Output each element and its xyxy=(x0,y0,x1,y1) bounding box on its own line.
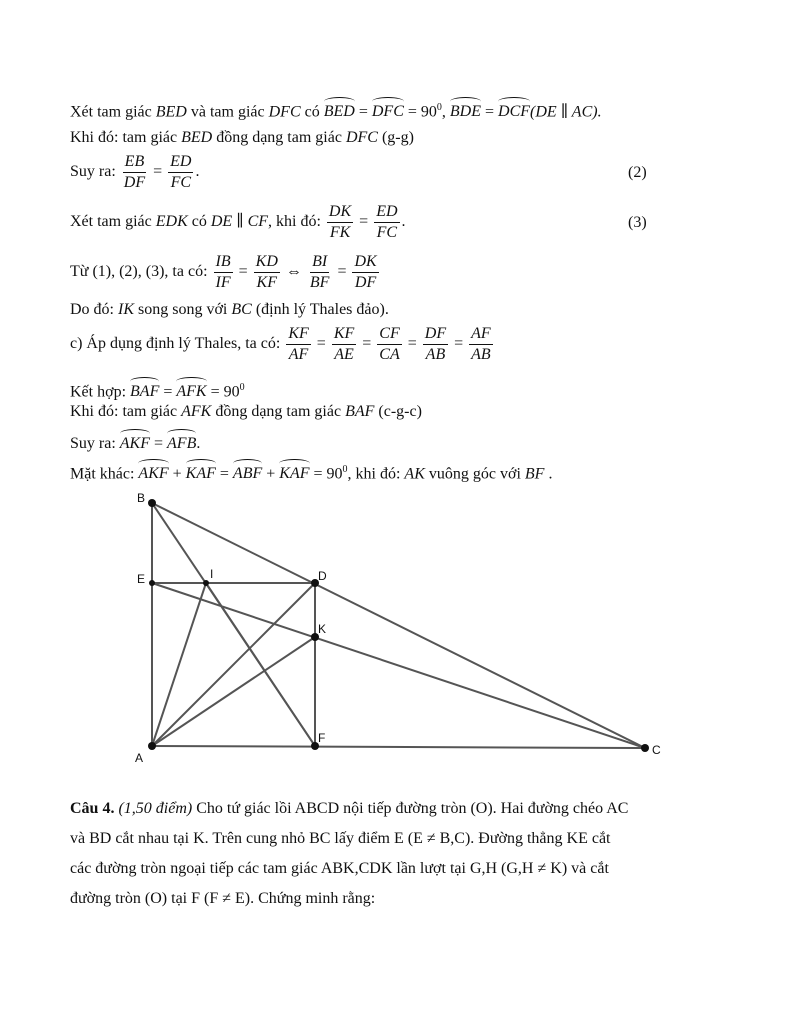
numerator: AF xyxy=(469,324,493,345)
point-c xyxy=(641,744,649,752)
period: . xyxy=(195,163,200,181)
text: , khi đó: xyxy=(347,465,405,483)
text: (g-g) xyxy=(377,129,414,146)
numerator: DF xyxy=(423,324,448,345)
label-e: E xyxy=(137,572,146,586)
equals: = xyxy=(149,163,167,181)
triangle-afk: AFK xyxy=(181,403,212,420)
denominator: FC xyxy=(376,224,398,241)
angle-kaf: KAF xyxy=(279,460,309,484)
segment-bc xyxy=(152,503,645,748)
text: có xyxy=(300,103,324,121)
text: Kết hợp: xyxy=(70,383,131,401)
numerator: BI xyxy=(310,252,329,273)
segment-bf: BF xyxy=(524,465,545,483)
angle-bde: BDE xyxy=(450,98,481,122)
question-text: Cho tứ giác lồi ABCD nội tiếp đường tròn (O). Hai đường chéo AC xyxy=(192,800,629,817)
denominator: AE xyxy=(334,346,354,363)
label-b: B xyxy=(137,491,146,505)
text: song song với xyxy=(134,301,232,318)
period: . xyxy=(196,435,201,452)
segment-ik: IK xyxy=(118,301,134,318)
angle-afk: AFK xyxy=(176,378,206,402)
degree: 0 xyxy=(342,464,348,475)
denominator: KF xyxy=(256,274,277,291)
label-f: F xyxy=(318,731,326,745)
denominator: CA xyxy=(379,346,400,363)
equals: = xyxy=(358,335,376,353)
numerator: CF xyxy=(377,324,401,345)
degree: 0 xyxy=(239,382,245,393)
point-a xyxy=(148,742,156,750)
question-4-line-3: các đường tròn ngoại tiếp các tam giác ABK,CDK lần lượt tại G,H (G,H ≠ K) và cắt xyxy=(70,860,609,877)
denominator: AF xyxy=(288,346,309,363)
question-4-line-4: đường tròn (O) tại F (F ≠ E). Chứng minh rằng: xyxy=(70,890,376,907)
text: và tam giác xyxy=(186,103,269,121)
segment-if xyxy=(206,583,315,746)
triangle-edk: EDK xyxy=(155,213,188,231)
segment-ec xyxy=(152,583,645,748)
numerator: KD xyxy=(254,252,280,273)
point-i xyxy=(203,580,209,586)
angle-dfc: DFC xyxy=(372,98,404,122)
text: Do đó: xyxy=(70,301,118,318)
ninety: = 90 xyxy=(309,465,343,483)
angle-akf: AKF xyxy=(120,430,150,454)
plus: + xyxy=(168,465,186,483)
text: Xét tam giác xyxy=(70,103,156,121)
text: Suy ra: xyxy=(70,163,120,181)
equals: = xyxy=(450,335,468,353)
text: Từ (1), (2), (3), ta có: xyxy=(70,263,212,281)
question-4-line-1 xyxy=(70,794,722,824)
triangle-bed: BED xyxy=(155,103,187,121)
ninety: = 90 xyxy=(206,383,240,401)
parallel-de-cf: DE ∥ CF xyxy=(210,213,269,231)
denominator: FC xyxy=(170,174,192,191)
equals: = xyxy=(312,335,330,353)
label-a: A xyxy=(135,751,144,765)
triangle-dfc: DFC xyxy=(268,103,301,121)
denominator: BF xyxy=(309,274,330,291)
text: Suy ra: xyxy=(70,435,120,452)
numerator: KF xyxy=(332,324,356,345)
label-c: C xyxy=(652,743,661,757)
text: có xyxy=(187,213,211,231)
equation-number: (3) xyxy=(628,214,647,231)
label-d: D xyxy=(318,569,327,583)
text: đồng dạng tam giác xyxy=(211,403,346,420)
segment-ac xyxy=(152,746,645,748)
text: vuông góc với xyxy=(424,465,525,483)
triangle-dfc: DFC xyxy=(345,129,378,146)
equals: = xyxy=(403,335,421,353)
numerator: KF xyxy=(286,324,310,345)
text: (c-g-c) xyxy=(374,403,422,420)
text: c) Áp dụng định lý Thales, ta có: xyxy=(70,335,285,353)
iff-symbol: ⇔ xyxy=(281,263,306,281)
equals: = xyxy=(150,435,168,452)
equals: = xyxy=(234,263,252,281)
parallel-note: (DE ∥ AC). xyxy=(530,103,602,121)
equals: = xyxy=(333,263,351,281)
question-title: Câu 4. xyxy=(70,800,115,817)
point-e xyxy=(149,580,155,586)
segment-ak: AK xyxy=(404,465,425,483)
label-k: K xyxy=(318,622,327,636)
ninety: = 90 xyxy=(403,103,437,121)
segment-bc: BC xyxy=(231,301,252,318)
angle-baf: BAF xyxy=(130,378,159,402)
equals: = xyxy=(355,213,373,231)
text: Mặt khác: xyxy=(70,465,139,483)
equals: = xyxy=(215,465,233,483)
equals: = xyxy=(481,103,499,121)
denominator: FK xyxy=(329,224,351,241)
numerator: ED xyxy=(168,152,193,173)
denominator: DF xyxy=(123,174,146,191)
denominator: DF xyxy=(354,274,377,291)
angle-abf: ABF xyxy=(233,460,262,484)
question-score: (1,50 điểm) xyxy=(118,800,193,817)
triangle-baf: BAF xyxy=(345,403,375,420)
angle-dcf: DCF xyxy=(498,98,530,122)
text: Khi đó: tam giác xyxy=(70,403,182,420)
text: Xét tam giác xyxy=(70,213,156,231)
plus: + xyxy=(262,465,280,483)
denominator: AB xyxy=(425,346,446,363)
period: . xyxy=(544,465,553,483)
text: , khi đó: xyxy=(268,213,325,231)
numerator: EB xyxy=(123,152,147,173)
numerator: DK xyxy=(327,202,353,223)
triangle-bed: BED xyxy=(181,129,213,146)
segment-ai xyxy=(152,583,206,746)
numerator: ED xyxy=(374,202,399,223)
denominator: AB xyxy=(471,346,491,363)
angle-afb: AFB xyxy=(167,430,196,454)
equals: = xyxy=(354,103,372,121)
point-b xyxy=(148,499,156,507)
numerator: IB xyxy=(214,252,233,273)
comma: , xyxy=(441,103,450,121)
equation-number: (2) xyxy=(628,164,647,181)
label-i: I xyxy=(210,567,214,581)
text: đồng dạng tam giác xyxy=(212,129,346,146)
period: . xyxy=(401,213,406,231)
angle-kaf: KAF xyxy=(186,460,216,484)
equals: = xyxy=(159,383,177,401)
angle-bed: BED xyxy=(324,98,355,122)
text: (định lý Thales đảo). xyxy=(251,301,389,318)
segment-ak xyxy=(152,637,315,746)
numerator: DK xyxy=(352,252,378,273)
question-4-line-2: và BD cắt nhau tại K. Trên cung nhỏ BC lấy điểm E (E ≠ B,C). Đường thẳng KE cắt xyxy=(70,830,611,847)
angle-akf: AKF xyxy=(138,460,168,484)
text: Khi đó: tam giác xyxy=(70,129,182,146)
degree: 0 xyxy=(436,102,442,113)
segment-ad xyxy=(152,583,315,746)
denominator: IF xyxy=(215,274,231,291)
